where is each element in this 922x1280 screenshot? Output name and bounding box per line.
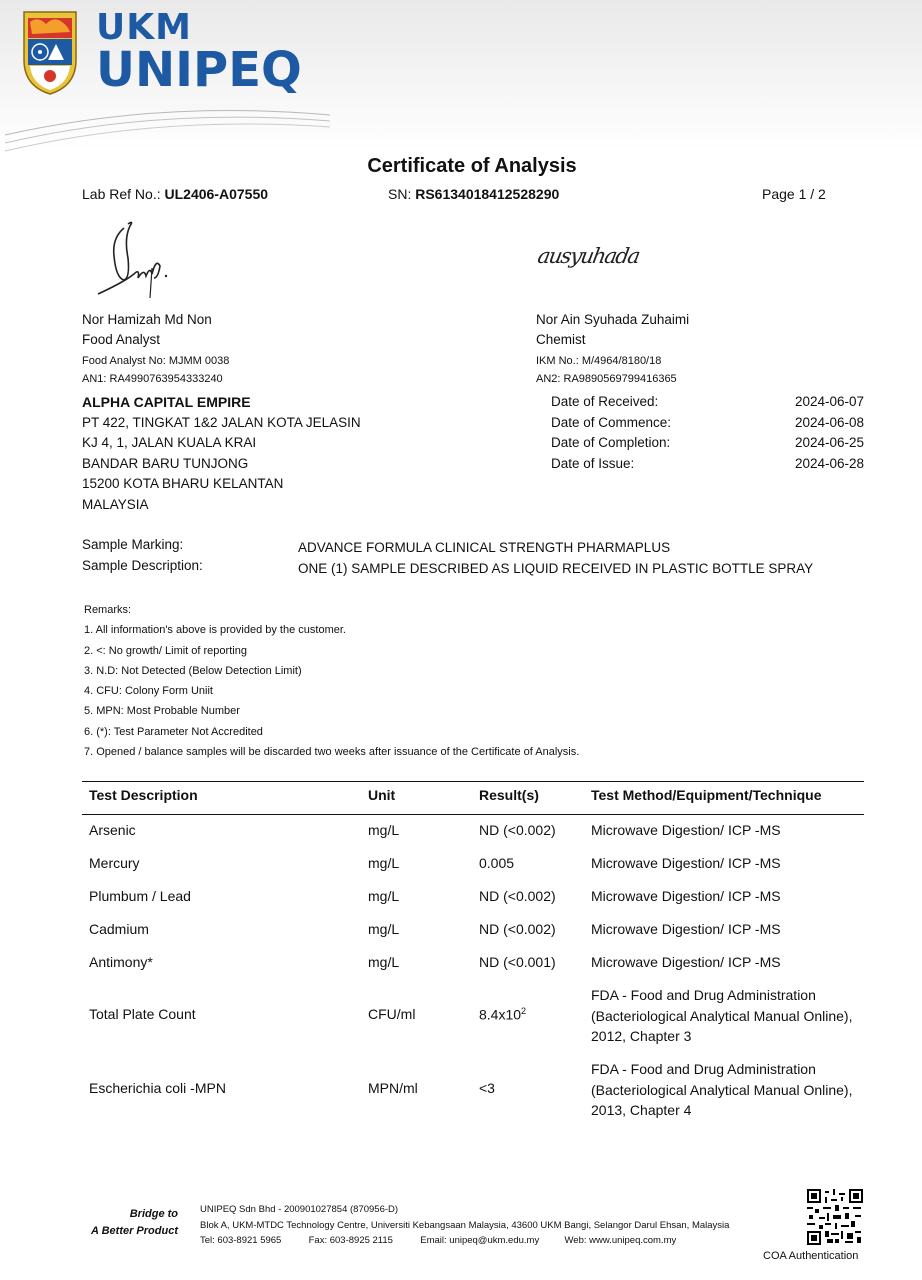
customer-block — [82, 392, 361, 515]
logo-ukm: UKM — [96, 7, 192, 48]
table-row-method: Microwave Digestion/ ICP -MS — [591, 855, 781, 871]
footer-slogan — [84, 1206, 178, 1240]
table-row-method: Microwave Digestion/ ICP -MS — [591, 954, 781, 970]
remark-item: 2. <: No growth/ Limit of reporting — [84, 644, 247, 657]
date-label: Date of Completion: — [551, 435, 671, 450]
customer-address-line: MALAYSIA — [82, 496, 149, 512]
table-row-unit: mg/L — [368, 921, 400, 937]
footer-tel: Tel: 603-8921 5965 — [200, 1235, 282, 1246]
lab-ref-value: UL2406-A07550 — [164, 186, 269, 202]
footer-contacts — [200, 1233, 729, 1249]
method-line: FDA - Food and Drug Administration — [591, 1061, 816, 1077]
remark-item: 4. CFU: Colony Form Uniit — [84, 685, 213, 698]
date-value: 2024-06-28 — [794, 455, 864, 471]
method-line: 2012, Chapter 3 — [591, 1028, 692, 1044]
table-header-unit: Unit — [368, 787, 396, 803]
signatory-1-id: Food Analyst No: MJMM 0038 — [82, 355, 230, 367]
method-line: (Bacteriological Analytical Manual Online), — [591, 1081, 853, 1098]
remark-item: 6. (*): Test Parameter Not Accredited — [84, 725, 263, 738]
signatory-2-role: Chemist — [536, 332, 586, 347]
remark-item: 5. MPN: Most Probable Number — [84, 705, 240, 718]
table-row-unit: mg/L — [368, 822, 400, 838]
signatory-1-an: AN1: RA4990763954333240 — [82, 373, 223, 385]
serial-number — [388, 186, 559, 202]
date-issue — [551, 454, 864, 475]
customer-address-line: BANDAR BARU TUNJONG — [82, 455, 249, 471]
signatory-2 — [536, 310, 689, 388]
signatory-1-name: Nor Hamizah Md Non — [82, 312, 212, 327]
customer-address-line: 15200 KOTA BHARU KELANTAN — [82, 476, 284, 491]
signatory-2-an: AN2: RA9890569799416365 — [536, 373, 677, 385]
date-label: Date of Issue: — [551, 455, 635, 471]
table-row-unit: mg/L — [368, 954, 400, 970]
sample-description-label: Sample Description: — [82, 558, 203, 573]
date-commence — [551, 413, 864, 434]
table-row-desc: Total Plate Count — [89, 1006, 196, 1022]
table-row-desc: Escherichia coli -MPN — [89, 1080, 226, 1096]
table-row-unit: CFU/ml — [368, 1006, 416, 1022]
date-value: 2024-06-07 — [794, 394, 864, 409]
footer-fax: Fax: 603-8925 2115 — [308, 1235, 393, 1246]
result-base: 8.4x10 — [479, 1006, 522, 1023]
sample-description-value: ONE (1) SAMPLE DESCRIBED AS LIQUID RECEIVED IN PLASTIC BOTTLE SPRAY — [298, 561, 814, 576]
method-line: (Bacteriological Analytical Manual Online), — [591, 1007, 853, 1024]
swoosh-decoration — [0, 95, 330, 155]
qr-caption: COA Authentication — [763, 1250, 859, 1262]
signatory-1 — [82, 310, 229, 388]
date-value: 2024-06-08 — [794, 414, 864, 430]
table-row-method: Microwave Digestion/ ICP -MS — [591, 822, 781, 838]
page-title: Certificate of Analysis — [367, 155, 577, 177]
lab-ref — [82, 186, 268, 202]
footer-company-info — [200, 1202, 729, 1249]
footer-email[interactable]: Email: unipeq@ukm.edu.my — [420, 1235, 540, 1246]
footer-web[interactable]: Web: www.unipeq.com.my — [564, 1235, 677, 1246]
date-label: Date of Commence: — [551, 414, 672, 430]
table-row-desc: Antimony* — [89, 954, 153, 970]
sample-marking-label: Sample Marking: — [82, 537, 184, 552]
table-row-unit: mg/L — [368, 888, 400, 904]
sn-label: SN: — [388, 186, 412, 202]
customer-address-line: PT 422, TINGKAT 1&2 JALAN KOTA JELASIN — [82, 414, 361, 430]
table-row-result: <3 — [479, 1080, 495, 1096]
qr-code-icon[interactable] — [807, 1189, 863, 1245]
date-label: Date of Received: — [551, 394, 659, 409]
method-line: FDA - Food and Drug Administration — [591, 987, 816, 1003]
table-row-unit: mg/L — [368, 855, 400, 871]
sample-marking-value: ADVANCE FORMULA CLINICAL STRENGTH PHARMAPLUS — [298, 540, 671, 555]
footer-company: UNIPEQ Sdn Bhd - 200901027854 (870956-D) — [200, 1204, 399, 1215]
signatory-2-name: Nor Ain Syuhada Zuhaimi — [536, 312, 690, 327]
signatory-1-role: Food Analyst — [82, 332, 161, 347]
date-value: 2024-06-25 — [794, 435, 864, 450]
table-header-result: Result(s) — [479, 787, 539, 803]
remarks-title: Remarks: — [84, 604, 132, 616]
table-row-result: ND (<0.002) — [479, 921, 556, 937]
table-row-method: Microwave Digestion/ ICP -MS — [591, 921, 781, 937]
table-row-desc: Plumbum / Lead — [89, 888, 191, 904]
table-row-unit: MPN/ml — [368, 1080, 418, 1096]
method-line: 2013, Chapter 4 — [591, 1102, 692, 1118]
table-row-desc: Mercury — [89, 855, 140, 871]
slogan-line: Bridge to — [129, 1208, 178, 1220]
table-row-desc: Arsenic — [89, 822, 136, 838]
table-row-desc: Cadmium — [89, 921, 149, 937]
lab-ref-label: Lab Ref No.: — [82, 186, 161, 202]
footer-address: Blok A, UKM-MTDC Technology Centre, Universiti Kebangsaan Malaysia, 43600 UKM Bangi, Selangor Darul Ehsan, Malaysia — [200, 1219, 730, 1231]
dates-block — [551, 392, 864, 474]
result-exponent: 2 — [521, 1006, 527, 1016]
table-header-rule — [82, 814, 864, 815]
logo-unipeq: UNIPEQ — [96, 42, 302, 98]
page-number: Page 1 / 2 — [762, 186, 826, 202]
table-row-method — [591, 1059, 852, 1121]
remark-item: 3. N.D: Not Detected (Below Detection Limit) — [84, 664, 302, 677]
date-received — [551, 392, 864, 413]
slogan-line: A Better Product — [91, 1225, 178, 1237]
customer-address-line: KJ 4, 1, JALAN KUALA KRAI — [82, 435, 257, 450]
table-row-method: Microwave Digestion/ ICP -MS — [591, 888, 781, 904]
remark-item: 1. All information's above is provided by the customer. — [84, 624, 346, 637]
signature-1-icon — [94, 218, 184, 304]
table-top-rule — [82, 781, 864, 782]
table-header-description: Test Description — [89, 787, 198, 803]
table-row-result: ND (<0.002) — [479, 822, 556, 838]
date-completion — [551, 433, 864, 454]
table-row-method — [591, 985, 852, 1047]
ukm-crest-icon — [18, 8, 82, 96]
table-row-result: ND (<0.001) — [479, 954, 556, 970]
sn-value: RS6134018412528290 — [415, 186, 560, 202]
table-row-result: ND (<0.002) — [479, 888, 556, 904]
customer-name: ALPHA CAPITAL EMPIRE — [82, 394, 251, 410]
remark-item: 7. Opened / balance samples will be discarded two weeks after issuance of the Certificate of Analysis. — [84, 746, 580, 759]
table-header-method: Test Method/Equipment/Technique — [591, 787, 822, 803]
remarks-block — [84, 600, 579, 762]
signature-2: ausyuhada — [535, 244, 641, 268]
table-row-result — [479, 1006, 526, 1023]
signatory-2-id: IKM No.: M/4964/8180/18 — [536, 355, 662, 367]
table-row-result: 0.005 — [479, 855, 515, 871]
